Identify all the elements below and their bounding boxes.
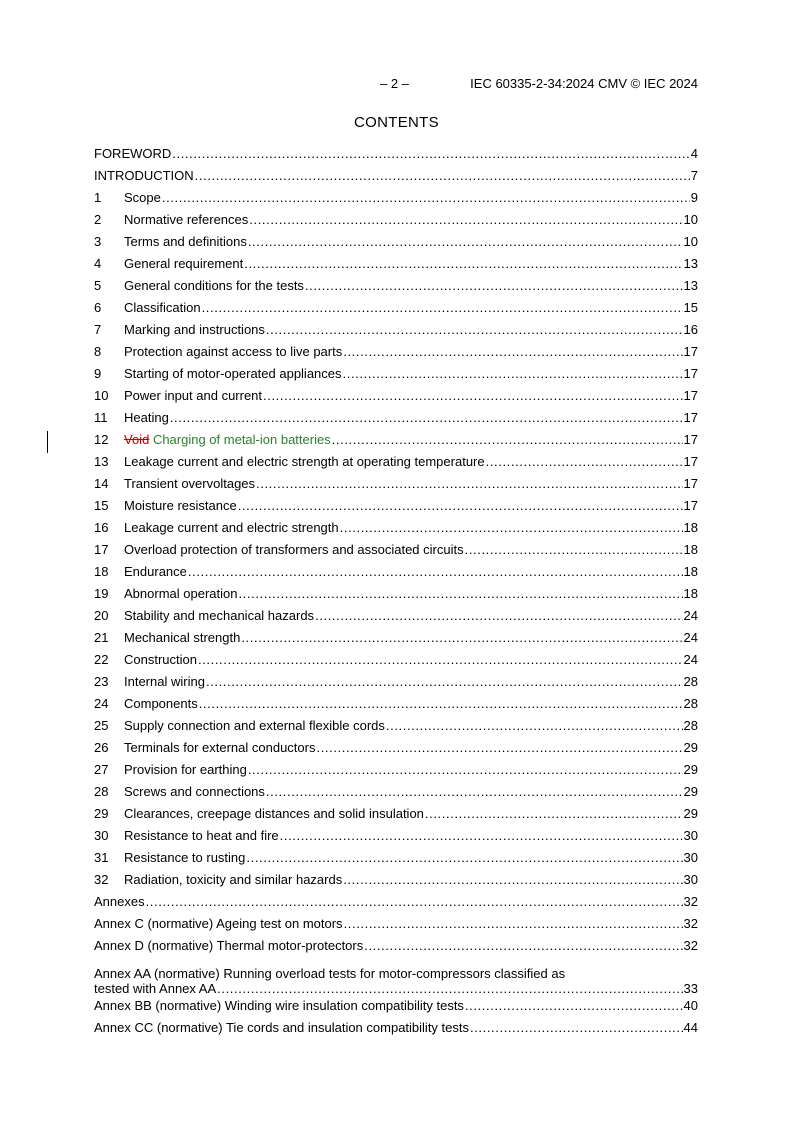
dot-leader <box>280 827 683 845</box>
toc-entry[interactable] <box>94 1018 698 1040</box>
dot-leader <box>465 541 683 559</box>
toc-entry-number: 27 <box>94 762 109 777</box>
toc-entry-number: 8 <box>94 344 102 359</box>
page-title: CONTENTS <box>354 114 439 131</box>
toc-entry-page: 32 <box>683 938 698 953</box>
toc-entry-label: Annexes <box>94 894 145 909</box>
change-bar <box>47 431 48 453</box>
toc-entry[interactable] <box>94 958 698 996</box>
toc-entry-label: Starting of motor-operated appliances <box>124 366 342 381</box>
toc-entry[interactable] <box>94 188 698 210</box>
toc-entry-number: 19 <box>94 586 109 601</box>
toc-entry[interactable] <box>94 870 698 892</box>
document-reference: IEC 60335-2-34:2024 CMV © IEC 2024 <box>470 76 698 91</box>
toc-entry-page: 17 <box>683 366 698 381</box>
toc-entry-label: Stability and mechanical hazards <box>124 608 315 623</box>
toc-entry[interactable] <box>94 606 698 628</box>
toc-entry-label: Scope <box>124 190 161 205</box>
dot-leader <box>266 321 683 339</box>
dot-leader <box>364 937 682 955</box>
dot-leader <box>172 145 689 163</box>
toc-entry[interactable] <box>94 342 698 364</box>
toc-entry-number: 6 <box>94 300 102 315</box>
toc-entry-number: 32 <box>94 872 109 887</box>
toc-entry-label: Transient overvoltages <box>124 476 256 491</box>
dot-leader <box>248 761 683 779</box>
dot-leader <box>266 783 683 801</box>
toc-entry[interactable] <box>94 232 698 254</box>
toc-entry-page: 10 <box>683 234 698 249</box>
dot-leader <box>206 673 683 691</box>
toc-entry-page: 32 <box>683 916 698 931</box>
toc-entry[interactable] <box>94 694 698 716</box>
toc-entry-number: 13 <box>94 454 109 469</box>
dot-leader <box>386 717 683 735</box>
toc-entry-number: 24 <box>94 696 109 711</box>
toc-entry-page: 24 <box>683 630 698 645</box>
toc-entry-number: 20 <box>94 608 109 623</box>
toc-entry-label: Annex AA (normative) Running overload tests for motor-compressors classified as <box>94 966 566 981</box>
toc-entry[interactable] <box>94 430 698 452</box>
toc-entry[interactable] <box>94 716 698 738</box>
toc-entry-page: 17 <box>683 432 698 447</box>
dot-leader <box>256 475 683 493</box>
toc-entry-page: 33 <box>683 981 698 996</box>
toc-entry-label: Mechanical strength <box>124 630 241 645</box>
toc-entry-page: 9 <box>690 190 698 205</box>
dot-leader <box>202 299 683 317</box>
toc-entry-label: Annex D (normative) Thermal motor-protectors <box>94 938 364 953</box>
toc-entry[interactable] <box>94 496 698 518</box>
toc-entry-number: 15 <box>94 498 109 513</box>
toc-entry-page: 17 <box>683 410 698 425</box>
toc-entry-page: 24 <box>683 652 698 667</box>
toc-entry-number: 25 <box>94 718 109 733</box>
toc-entry-label-continued: tested with Annex AA <box>94 981 217 996</box>
toc-entry[interactable] <box>94 892 698 914</box>
dot-leader <box>241 629 682 647</box>
toc-entry-label: Screws and connections <box>124 784 265 799</box>
toc-entry-label: Clearances, creepage distances and solid insulation <box>124 806 424 821</box>
toc-entry-number: 1 <box>94 190 102 205</box>
toc-entry[interactable] <box>94 804 698 826</box>
toc-entry-page: 10 <box>683 212 698 227</box>
dot-leader <box>344 915 683 933</box>
toc-entry-page: 15 <box>683 300 698 315</box>
toc-entry[interactable] <box>94 298 698 320</box>
toc-entry-label: Radiation, toxicity and similar hazards <box>124 872 343 887</box>
toc-entry-number: 5 <box>94 278 102 293</box>
toc-entry[interactable] <box>94 144 698 166</box>
dot-leader <box>486 453 683 471</box>
page-header <box>380 76 698 91</box>
toc-entry-label: Provision for earthing <box>124 762 247 777</box>
toc-entry-page: 29 <box>683 762 698 777</box>
toc-entry-page: 17 <box>683 498 698 513</box>
toc-entry-page: 44 <box>683 1020 698 1035</box>
toc-entry[interactable] <box>94 996 698 1018</box>
inserted-text: Charging of metal-ion batteries <box>152 432 331 447</box>
toc-entry-label: Internal wiring <box>124 674 205 689</box>
toc-entry-page: 7 <box>690 168 698 183</box>
toc-entry-label: Resistance to heat and fire <box>124 828 279 843</box>
dot-leader <box>470 1019 683 1037</box>
toc-entry-page: 17 <box>683 344 698 359</box>
toc-entry[interactable] <box>94 320 698 342</box>
toc-entry[interactable] <box>94 518 698 540</box>
toc-entry-number: 18 <box>94 564 109 579</box>
toc-entry-page: 29 <box>683 784 698 799</box>
toc-entry-label: INTRODUCTION <box>94 168 194 183</box>
dot-leader <box>332 431 683 449</box>
dot-leader <box>263 387 683 405</box>
toc-entry-page: 18 <box>683 520 698 535</box>
toc-entry-label: Protection against access to live parts <box>124 344 343 359</box>
toc-entry-label: FOREWORD <box>94 146 172 161</box>
toc-entry-page: 13 <box>683 278 698 293</box>
toc-entry-page: 28 <box>683 718 698 733</box>
toc-entry[interactable] <box>94 166 698 188</box>
dot-leader <box>199 695 683 713</box>
page-number: – 2 – <box>380 76 409 91</box>
dot-leader <box>343 871 682 889</box>
toc-entry-number: 3 <box>94 234 102 249</box>
toc-entry-label: Leakage current and electric strength at operating temperature <box>124 454 485 469</box>
toc-entry-label: Abnormal operation <box>124 586 238 601</box>
toc-entry-label: Overload protection of transformers and associated circuits <box>124 542 464 557</box>
toc-entry-page: 30 <box>683 828 698 843</box>
table-of-contents <box>94 144 698 1040</box>
toc-entry-label: Components <box>124 696 198 711</box>
toc-entry-label: General requirement <box>124 256 244 271</box>
toc-entry-label: Terminals for external conductors <box>124 740 316 755</box>
toc-entry-page: 18 <box>683 542 698 557</box>
toc-entry-number: 26 <box>94 740 109 755</box>
toc-entry-page: 29 <box>683 806 698 821</box>
toc-entry[interactable] <box>94 760 698 782</box>
toc-entry-page: 28 <box>683 674 698 689</box>
dot-leader <box>244 255 682 273</box>
dot-leader <box>162 189 690 207</box>
toc-entry[interactable] <box>94 914 698 936</box>
toc-entry-page: 32 <box>683 894 698 909</box>
toc-entry-label: Annex BB (normative) Winding wire insulation compatibility tests <box>94 998 464 1013</box>
toc-entry-label: Moisture resistance <box>124 498 237 513</box>
dot-leader <box>217 981 682 996</box>
toc-entry-page: 24 <box>683 608 698 623</box>
toc-entry-number: 14 <box>94 476 109 491</box>
toc-entry[interactable] <box>94 584 698 606</box>
dot-leader <box>249 211 682 229</box>
toc-entry-number: 22 <box>94 652 109 667</box>
dot-leader <box>343 365 683 383</box>
toc-entry-label: Supply connection and external flexible cords <box>124 718 385 733</box>
toc-entry-label: Normative references <box>124 212 249 227</box>
toc-entry-number: 12 <box>94 432 109 447</box>
toc-entry-label: Leakage current and electric strength <box>124 520 339 535</box>
toc-entry[interactable] <box>94 254 698 276</box>
toc-entry-number: 9 <box>94 366 102 381</box>
toc-entry-page: 40 <box>683 998 698 1013</box>
toc-entry[interactable] <box>94 276 698 298</box>
dot-leader <box>238 585 682 603</box>
toc-entry-label: Classification <box>124 300 201 315</box>
toc-entry-label <box>124 431 331 449</box>
toc-entry-page: 18 <box>683 586 698 601</box>
toc-entry-label: Endurance <box>124 564 187 579</box>
toc-entry-page: 30 <box>683 850 698 865</box>
dot-leader <box>238 497 683 515</box>
toc-entry-label: Annex CC (normative) Tie cords and insulation compatibility tests <box>94 1020 469 1035</box>
toc-entry-number: 10 <box>94 388 109 403</box>
toc-entry[interactable] <box>94 848 698 870</box>
toc-entry[interactable] <box>94 474 698 496</box>
toc-entry[interactable] <box>94 628 698 650</box>
toc-entry-label: Construction <box>124 652 197 667</box>
toc-entry-label: Annex C (normative) Ageing test on motors <box>94 916 343 931</box>
dot-leader <box>425 805 683 823</box>
toc-entry-label: Heating <box>124 410 169 425</box>
dot-leader <box>188 563 683 581</box>
toc-entry-page: 17 <box>683 454 698 469</box>
toc-entry[interactable] <box>94 562 698 584</box>
toc-entry-page: 30 <box>683 872 698 887</box>
toc-entry-number: 11 <box>94 410 108 425</box>
toc-entry[interactable] <box>94 826 698 848</box>
toc-entry[interactable] <box>94 738 698 760</box>
toc-entry-number: 16 <box>94 520 109 535</box>
dot-leader <box>465 997 683 1015</box>
dot-leader <box>340 519 683 537</box>
toc-entry-page: 17 <box>683 476 698 491</box>
toc-entry-number: 21 <box>94 630 109 645</box>
toc-entry-page: 29 <box>683 740 698 755</box>
deleted-text: Void <box>124 432 150 447</box>
toc-entry-number: 4 <box>94 256 102 271</box>
toc-entry-page: 16 <box>683 322 698 337</box>
dot-leader <box>198 651 683 669</box>
toc-entry-label: General conditions for the tests <box>124 278 304 293</box>
toc-entry-page: 4 <box>690 146 698 161</box>
dot-leader <box>316 739 682 757</box>
dot-leader <box>146 893 683 911</box>
dot-leader <box>248 233 683 251</box>
toc-entry-number: 31 <box>94 850 109 865</box>
dot-leader <box>343 343 682 361</box>
toc-entry[interactable] <box>94 540 698 562</box>
toc-entry-page: 28 <box>683 696 698 711</box>
toc-entry-number: 30 <box>94 828 109 843</box>
toc-entry[interactable] <box>94 672 698 694</box>
toc-entry[interactable] <box>94 782 698 804</box>
toc-entry-page: 17 <box>683 388 698 403</box>
toc-entry-number: 29 <box>94 806 109 821</box>
dot-leader <box>315 607 682 625</box>
toc-entry-page: 13 <box>683 256 698 271</box>
toc-entry-label: Power input and current <box>124 388 263 403</box>
toc-entry-label: Resistance to rusting <box>124 850 246 865</box>
dot-leader <box>195 167 690 185</box>
dot-leader <box>170 409 683 427</box>
toc-entry-number: 28 <box>94 784 109 799</box>
dot-leader <box>246 849 682 867</box>
toc-entry-label: Terms and definitions <box>124 234 247 249</box>
toc-entry[interactable] <box>94 210 698 232</box>
toc-entry[interactable] <box>94 650 698 672</box>
toc-entry-page: 18 <box>683 564 698 579</box>
toc-entry[interactable] <box>94 408 698 430</box>
toc-entry-number: 17 <box>94 542 109 557</box>
toc-entry[interactable] <box>94 936 698 958</box>
dot-leader <box>305 277 683 295</box>
toc-entry[interactable] <box>94 452 698 474</box>
toc-entry-label: Marking and instructions <box>124 322 265 337</box>
toc-entry-number: 23 <box>94 674 109 689</box>
toc-entry-number: 2 <box>94 212 102 227</box>
toc-entry[interactable] <box>94 386 698 408</box>
toc-entry-number: 7 <box>94 322 102 337</box>
toc-entry[interactable] <box>94 364 698 386</box>
